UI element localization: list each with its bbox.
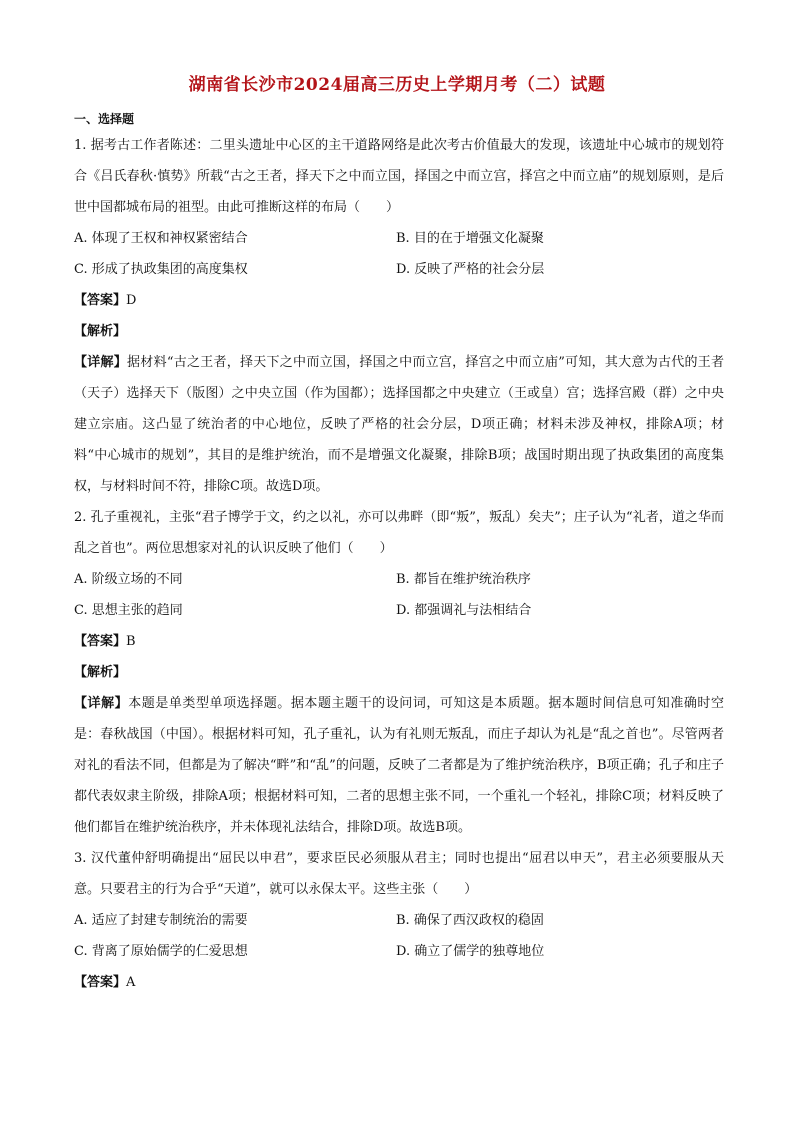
question-2-analysis bbox=[74, 657, 724, 688]
answer-tag: 【答案】 bbox=[74, 293, 127, 308]
answer-tag: 【答案】 bbox=[74, 975, 127, 990]
option-a: A. 阶级立场的不同 bbox=[74, 572, 183, 587]
question-1-detail bbox=[74, 347, 724, 502]
question-1-stem: 1. 据考古工作者陈述：二里头遗址中心区的主干道路网络是此次考古价值最大的发现，该遗址中心城市的规划符合《吕氏春秋·慎势》所载“古之王者，择天下之中而立国，择国之中而立宫，择宫之中而立庙”的规划原则，是后世中国都城布局的祖型。由此可推断这样的布局（ ） bbox=[74, 138, 724, 215]
option-d: D. 反映了严格的社会分层 bbox=[396, 262, 545, 277]
section-heading: 一、选择题 bbox=[74, 112, 135, 126]
detail-text: 据材料“古之王者，择天下之中而立国，择国之中而立宫，择宫之中而立庙”可知，其大意为古代的王者（天子）选择天下（版图）之中央立国（作为国都）；选择国都之中央建立（王或皇）宫；选择宫殿（群）之中央建立宗庙。这凸显了统治者的中心地位，反映了严格的社会分层，D项正确；材料未涉及神权，排除A项；材料“中心城市的规划”，其目的是维护统治，而不是增强文化凝聚，排除B项；战国时期出现了执政集团的高度集权，与材料时间不符，排除C项。故选D项。 bbox=[74, 355, 724, 494]
question-2-options bbox=[74, 564, 724, 626]
option-b: B. 都旨在维护统治秩序 bbox=[396, 572, 531, 587]
option-c: C. 思想主张的趋同 bbox=[74, 603, 183, 618]
question-2-detail bbox=[74, 688, 724, 843]
question-2-answer bbox=[74, 626, 724, 657]
question-3-answer bbox=[74, 967, 724, 998]
analysis-tag: 【解析】 bbox=[74, 665, 127, 680]
question-1-analysis bbox=[74, 316, 724, 347]
option-c: C. 背离了原始儒学的仁爱思想 bbox=[74, 944, 248, 959]
answer-value: D bbox=[126, 293, 137, 308]
option-a: A. 适应了封建专制统治的需要 bbox=[74, 913, 248, 928]
option-a: A. 体现了王权和神权紧密结合 bbox=[74, 231, 248, 246]
answer-tag: 【答案】 bbox=[74, 634, 127, 649]
option-b: B. 确保了西汉政权的稳固 bbox=[396, 913, 544, 928]
question-1-answer bbox=[74, 285, 724, 316]
question-1-options bbox=[74, 223, 724, 285]
option-d: D. 确立了儒学的独尊地位 bbox=[396, 944, 545, 959]
detail-tag: 【详解】 bbox=[74, 355, 128, 370]
page-title: 湖南省长沙市2024届高三历史上学期月考（二）试题 bbox=[188, 75, 606, 95]
detail-tag: 【详解】 bbox=[74, 696, 129, 711]
question-3-options bbox=[74, 905, 724, 967]
answer-value: A bbox=[126, 975, 136, 990]
option-c: C. 形成了执政集团的高度集权 bbox=[74, 262, 248, 277]
detail-text: 本题是单类型单项选择题。据本题主题干的设问词，可知这是本质题。据本题时间信息可知准确时空是：春秋战国（中国）。根据材料可知，孔子重礼，认为有礼则无叛乱，而庄子却认为礼是“乱之首也”。尽管两者对礼的看法不同，但都是为了解决“畔”和“乱”的问题，反映了二者都是为了维护统治秩序，B项正确；孔子和庄子都代表奴隶主阶级，排除A项；根据材料可知，二者的思想主张不同，一个重礼一个轻礼，排除C项；材料反映了他们都旨在维护统治秩序，并未体现礼法结合，排除D项。故选B项。 bbox=[74, 696, 724, 835]
answer-value: B bbox=[126, 634, 136, 649]
question-3-stem: 3. 汉代董仲舒明确提出“屈民以申君”，要求臣民必须服从君主；同时也提出“屈君以申天”，君主必须要服从天意。只要君主的行为合乎“天道”，就可以永保太平。这些主张（ ） bbox=[74, 851, 724, 897]
option-d: D. 都强调礼与法相结合 bbox=[396, 603, 532, 618]
analysis-tag: 【解析】 bbox=[74, 324, 127, 339]
option-b: B. 目的在于增强文化凝聚 bbox=[396, 231, 544, 246]
questions-content bbox=[74, 130, 724, 998]
question-2-stem: 2. 孔子重视礼，主张“君子博学于文，约之以礼，亦可以弗畔（即“叛”，叛乱）矣夫”；庄子认为“礼者，道之华而乱之首也”。两位思想家对礼的认识反映了他们（ ） bbox=[74, 510, 724, 556]
